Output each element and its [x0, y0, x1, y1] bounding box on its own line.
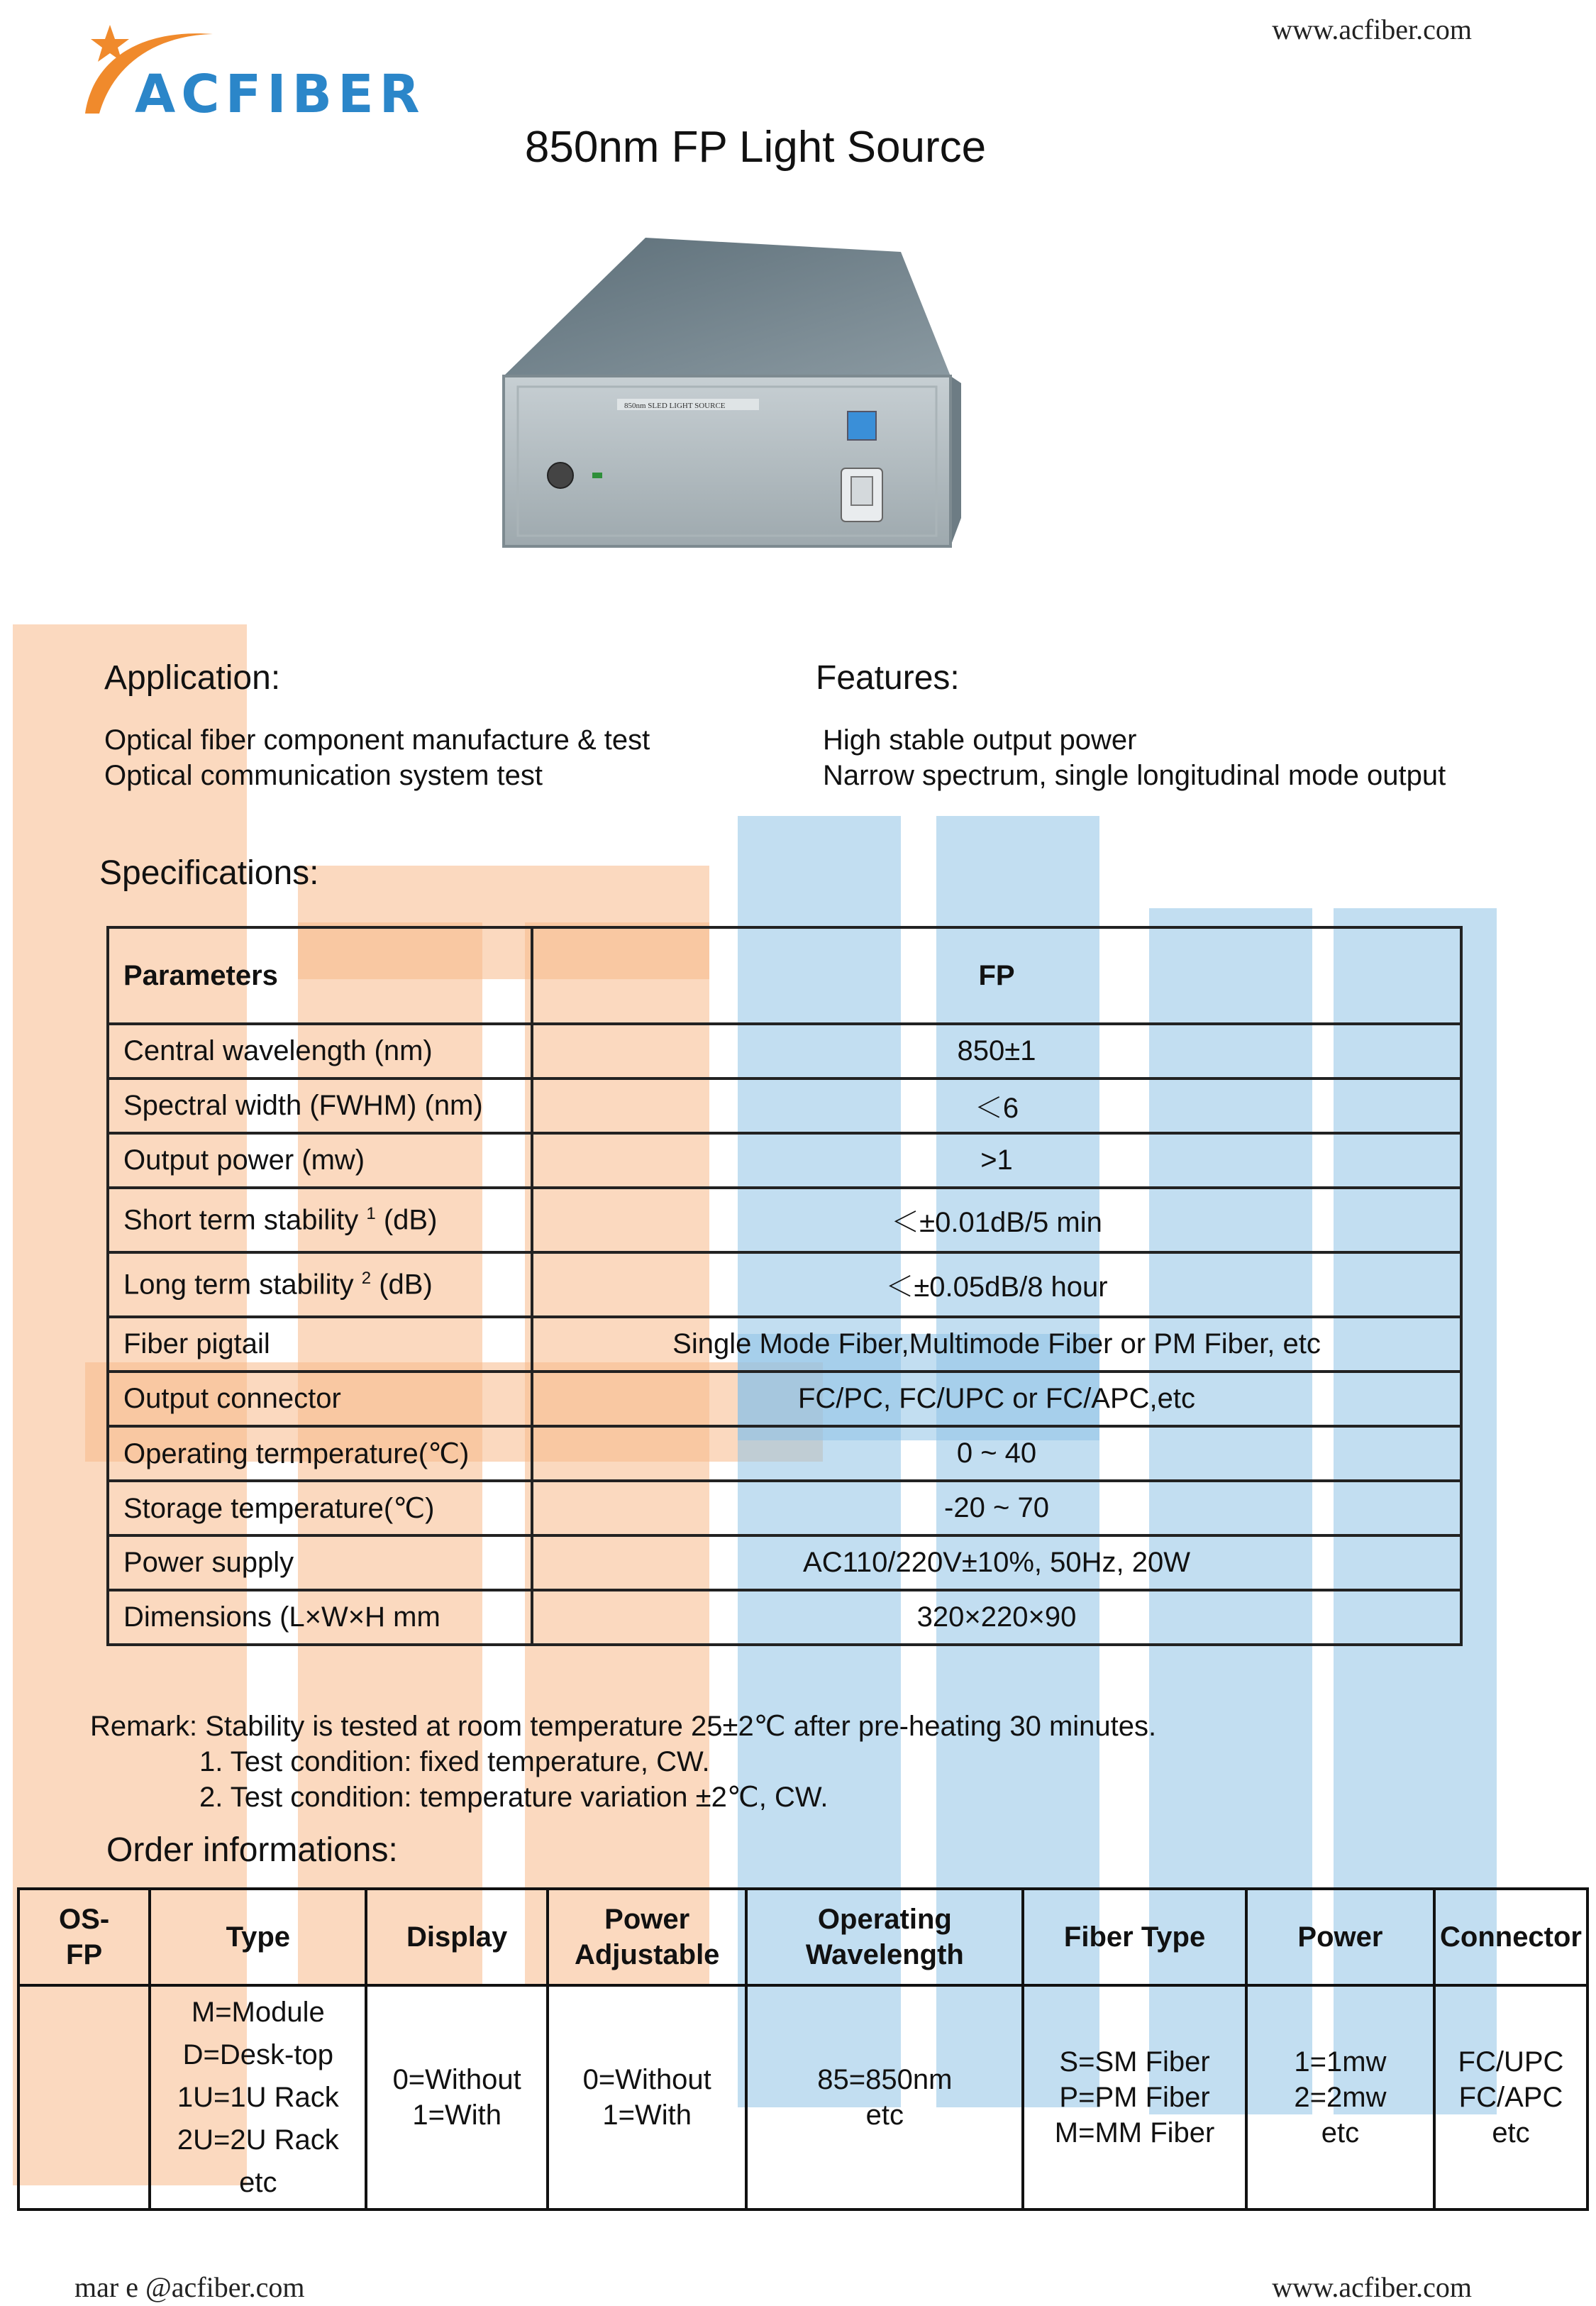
table-header-cell [548, 1889, 747, 1985]
option-text: 1=With [412, 2100, 501, 2131]
table-header-cell [746, 1889, 1023, 1985]
table-cell: Storage temperature(℃) [108, 1481, 532, 1535]
option-text: P=PM Fiber [1059, 2082, 1210, 2113]
page-title: 850nm FP Light Source [524, 123, 987, 172]
table-cell: FC/PC, FC/UPC or FC/APC,etc [532, 1372, 1461, 1426]
table-cell: 0 ~ 40 [532, 1426, 1461, 1481]
remark-block [90, 1709, 1156, 1815]
table-cell: ＜±0.05dB/8 hour [532, 1252, 1461, 1317]
table-cell [108, 1188, 532, 1252]
table-cell: Output power (mw) [108, 1133, 532, 1188]
table-cell: ＜±0.01dB/5 min [532, 1188, 1461, 1252]
brand-logo [71, 14, 440, 128]
option-text: 1=1mw [1294, 2046, 1387, 2078]
application-list [104, 722, 650, 793]
param-unit: (dB) [371, 1269, 433, 1301]
specifications-heading: Specifications: [99, 854, 319, 892]
list-item: High stable output power [823, 724, 1137, 756]
header-text: Wavelength [805, 1939, 964, 1970]
list-item: Narrow spectrum, single longitudinal mode output [823, 760, 1446, 791]
option-text: M=MM Fiber [1054, 2117, 1215, 2148]
brand-name: ACFIBER [135, 64, 426, 125]
option-text: 1U=1U Rack [177, 2082, 339, 2113]
order-heading: Order informations: [106, 1831, 398, 1869]
table-header-cell [366, 1889, 548, 1985]
footer-email[interactable]: mar e @acfiber.com [74, 2271, 305, 2303]
list-item: Optical communication system test [104, 760, 543, 791]
option-text: 85=850nm [817, 2064, 953, 2095]
remark-line: 1. Test condition: fixed temperature, CW. [199, 1746, 710, 1777]
table-cell: Dimensions (L×W×H mm [108, 1590, 532, 1645]
option-text: etc [1321, 2117, 1360, 2148]
table-cell: 320×220×90 [532, 1590, 1461, 1645]
footnote-mark: 2 [361, 1268, 372, 1288]
table-header-cell [18, 1889, 150, 1985]
table-row [108, 1252, 1461, 1317]
table-row [108, 1024, 1461, 1078]
option-text: 2U=2U Rack [177, 2124, 339, 2156]
table-cell: Spectral width (FWHM) (nm) [108, 1078, 532, 1133]
table-cell: ＜6 [532, 1078, 1461, 1133]
table-cell: 850±1 [532, 1024, 1461, 1078]
header-text: Operating [817, 1904, 952, 1935]
table-header-cell: Parameters [108, 927, 532, 1024]
remark-line: 2. Test condition: temperature variation ±2℃, CW. [199, 1782, 829, 1813]
table-cell [746, 1985, 1023, 2210]
product-image [497, 234, 965, 561]
table-cell: Power supply [108, 1535, 532, 1590]
table-cell [18, 1985, 150, 2210]
table-cell [1434, 1985, 1587, 2210]
option-text: S=SM Fiber [1059, 2046, 1210, 2078]
table-cell: Output connector [108, 1372, 532, 1426]
footer-url[interactable]: www.acfiber.com [1272, 2271, 1472, 2303]
remark-line: Remark: Stability is tested at room temperature 25±2℃ after pre-heating 30 minutes. [90, 1711, 1157, 1742]
table-cell [548, 1985, 747, 2210]
param-label: Short term stability [123, 1204, 359, 1236]
header-text: OS- [59, 1904, 110, 1935]
header-text: Display [406, 1921, 508, 1953]
header-text: Connector [1440, 1921, 1582, 1953]
option-text: 1=With [602, 2100, 692, 2131]
application-heading: Application: [104, 659, 281, 697]
table-cell [1246, 1985, 1434, 2210]
option-text: 0=Without [582, 2064, 711, 2095]
header-text: FP [66, 1939, 103, 1970]
option-text: 0=Without [392, 2064, 521, 2095]
table-row [108, 1590, 1461, 1645]
footnote-mark: 1 [366, 1203, 376, 1223]
table-row [108, 1535, 1461, 1590]
table-row [108, 1078, 1461, 1133]
option-text: 2=2mw [1294, 2082, 1387, 2113]
table-cell [366, 1985, 548, 2210]
table-row [108, 1133, 1461, 1188]
table-cell [150, 1985, 366, 2210]
table-row [108, 1317, 1461, 1372]
option-text: FC/APC [1458, 2082, 1563, 2113]
table-cell [1023, 1985, 1246, 2210]
table-row [108, 1481, 1461, 1535]
param-unit: (dB) [375, 1204, 438, 1236]
features-list [823, 722, 1446, 793]
option-text: FC/UPC [1458, 2046, 1564, 2078]
order-table [17, 1887, 1589, 2211]
table-row [108, 1372, 1461, 1426]
header-text: Adjustable [574, 1939, 720, 1970]
table-header-cell [1246, 1889, 1434, 1985]
features-heading: Features: [816, 659, 960, 697]
table-cell: AC110/220V±10%, 50Hz, 20W [532, 1535, 1461, 1590]
table-cell: Operating termperature(℃) [108, 1426, 532, 1481]
option-text: etc [865, 2100, 904, 2131]
table-header-row [108, 927, 1461, 1024]
option-text: etc [1492, 2117, 1530, 2148]
table-header-row [18, 1889, 1587, 1985]
option-text: M=Module [191, 1997, 325, 2028]
specifications-table [106, 926, 1463, 1646]
table-cell: -20 ~ 70 [532, 1481, 1461, 1535]
list-item: Optical fiber component manufacture & test [104, 724, 650, 756]
header-text: Type [226, 1921, 290, 1953]
table-header-cell: FP [532, 927, 1461, 1024]
option-text: etc [239, 2167, 277, 2198]
table-row [108, 1188, 1461, 1252]
table-cell: Central wavelength (nm) [108, 1024, 532, 1078]
option-text: D=Desk-top [182, 2039, 333, 2070]
table-cell: Fiber pigtail [108, 1317, 532, 1372]
table-header-cell [150, 1889, 366, 1985]
table-cell [108, 1252, 532, 1317]
table-row [18, 1985, 1587, 2210]
table-header-cell [1023, 1889, 1246, 1985]
table-header-cell [1434, 1889, 1587, 1985]
table-cell: >1 [532, 1133, 1461, 1188]
header-text: Fiber Type [1063, 1921, 1206, 1953]
table-row [108, 1426, 1461, 1481]
table-cell: Single Mode Fiber,Multimode Fiber or PM Fiber, etc [532, 1317, 1461, 1372]
header-text: Power [1297, 1921, 1383, 1953]
panel-label: 850nm SLED LIGHT SOURCE [624, 402, 726, 410]
param-label: Long term stability [123, 1269, 354, 1301]
header-url: www.acfiber.com [1272, 13, 1472, 45]
header-text: Power [604, 1904, 690, 1935]
